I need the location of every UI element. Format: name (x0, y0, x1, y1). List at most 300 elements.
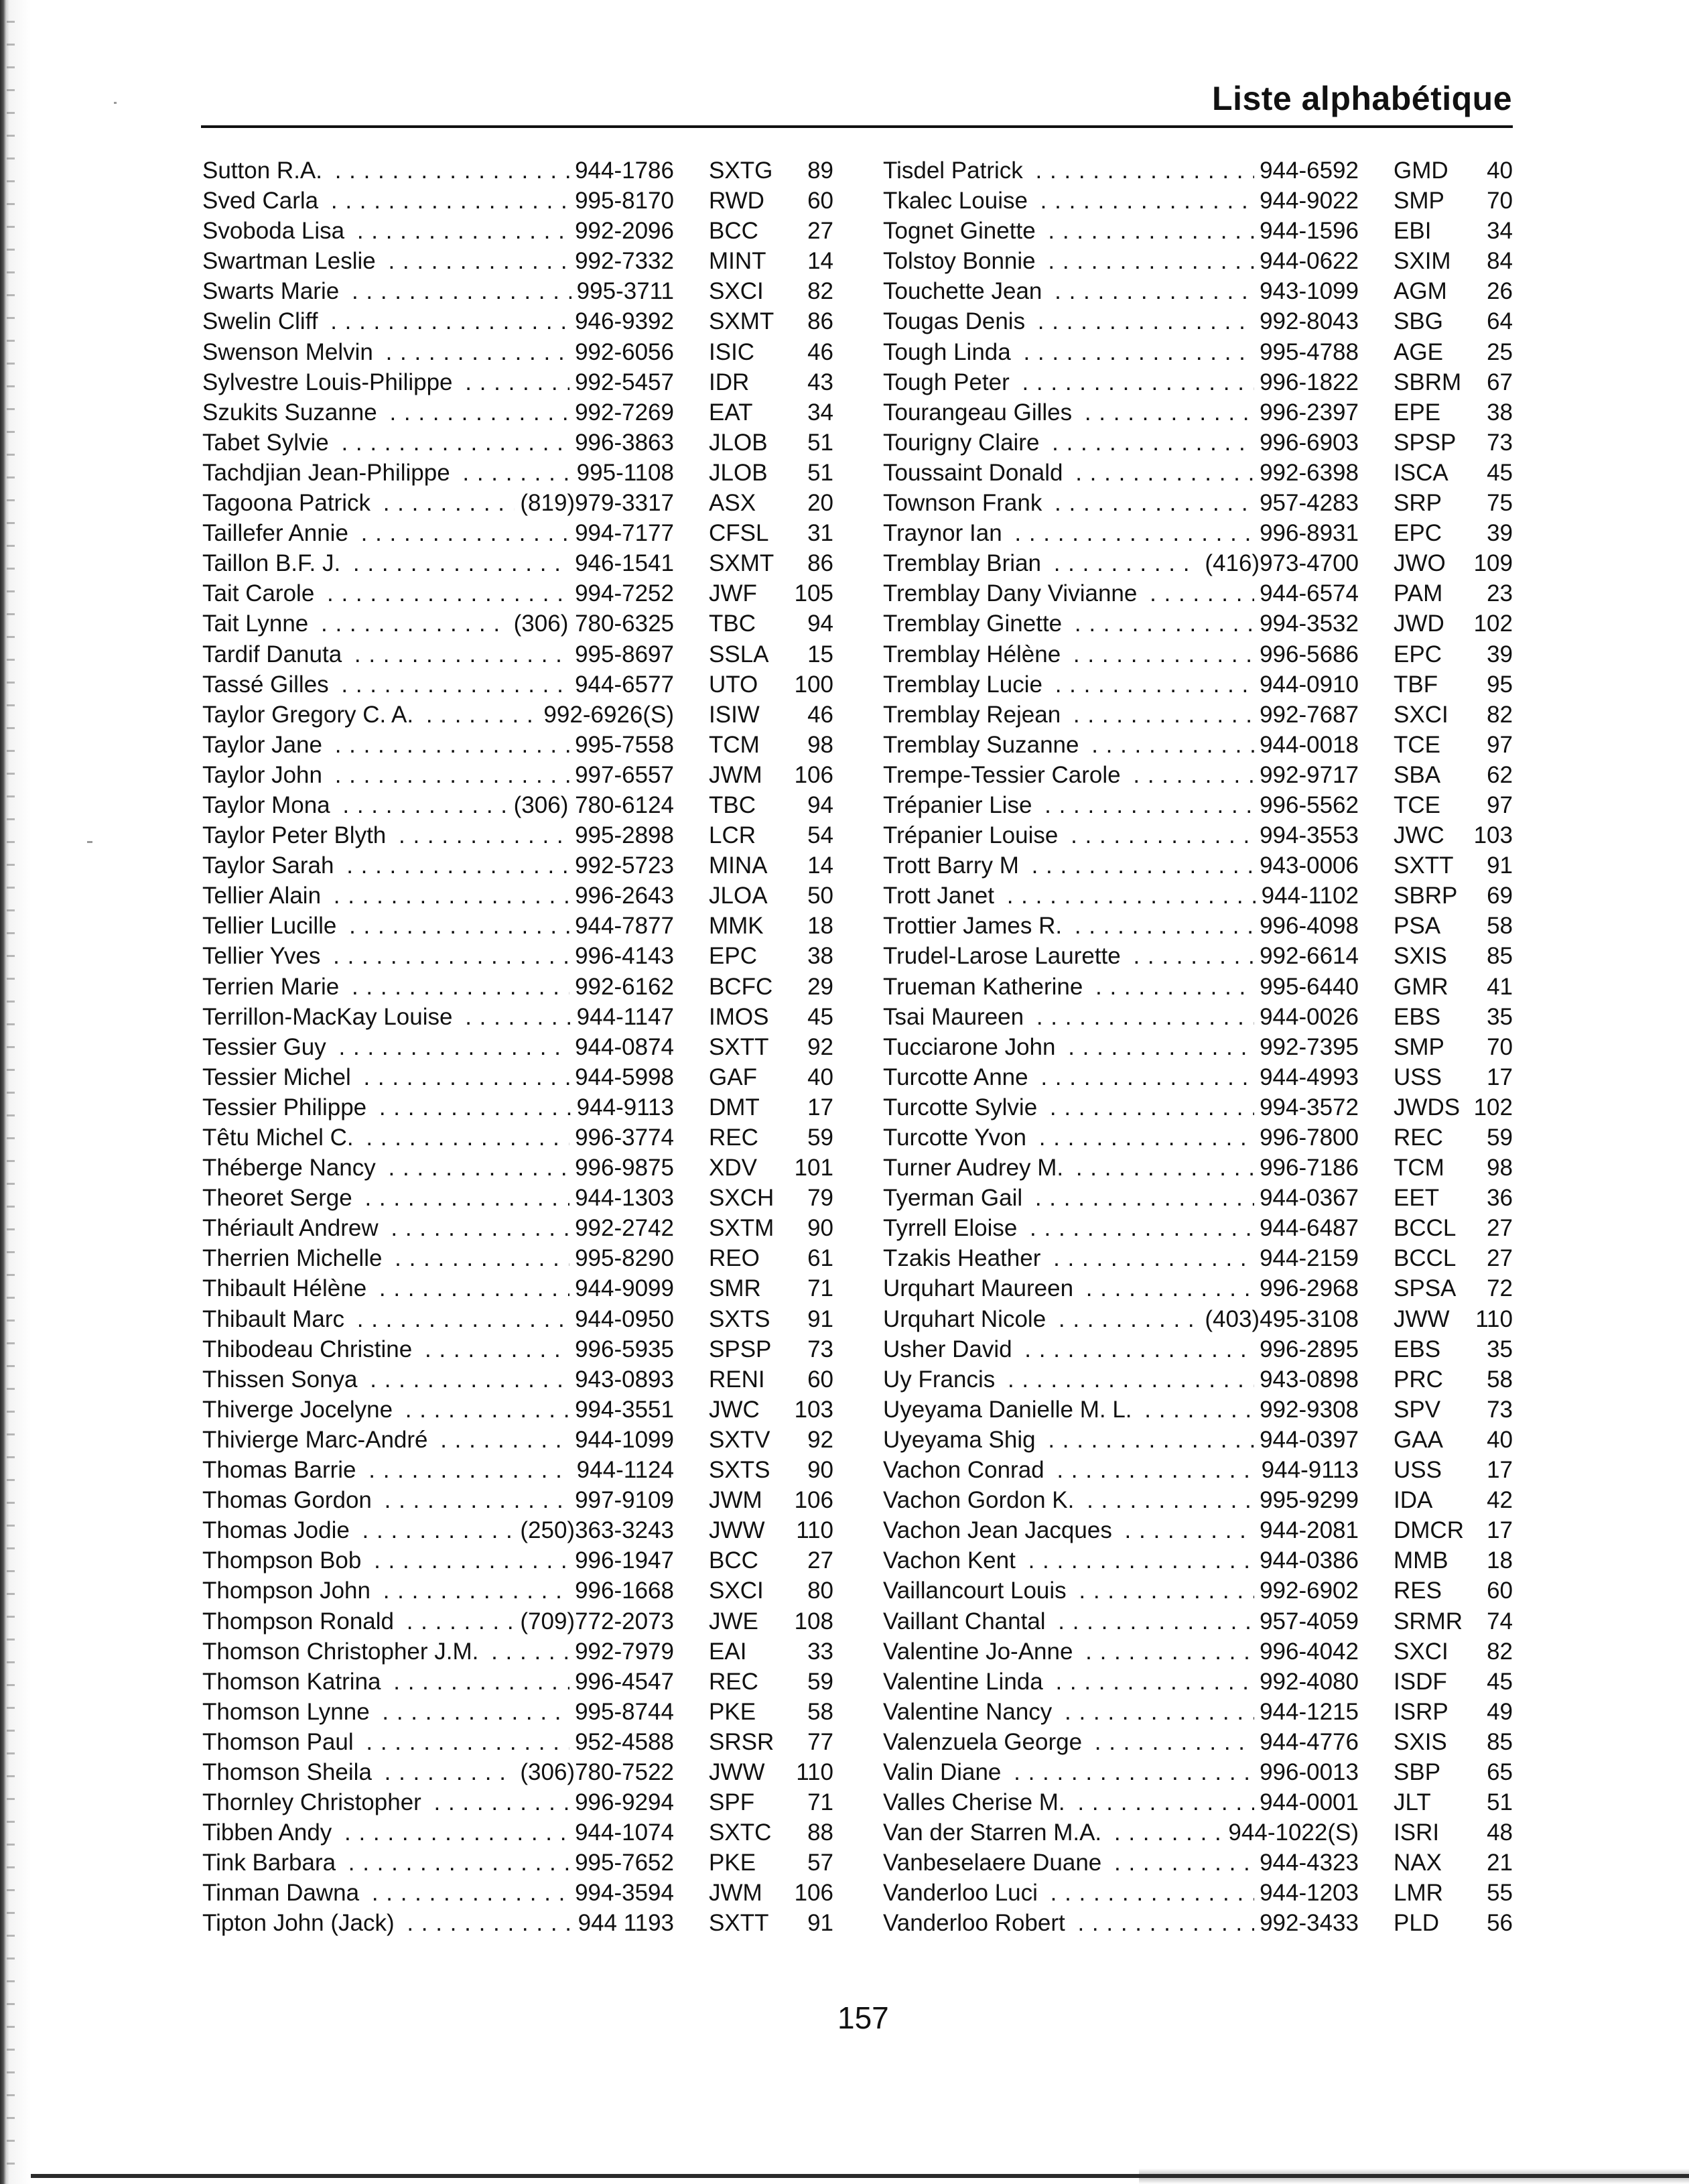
entry-leader (883, 246, 1254, 276)
entry-name: Tellier Alain (202, 883, 326, 909)
entry-name: Thomson Christopher J.M. (202, 1639, 484, 1665)
entry-number: 27 (1487, 1245, 1513, 1272)
directory-entry (883, 1515, 1513, 1545)
entry-code: JWO (1394, 550, 1446, 577)
entry-name: Tremblay Lucie (883, 671, 1048, 698)
directory-entry (202, 1878, 839, 1908)
entry-phone: 992-8043 (1254, 306, 1359, 336)
entry-name: Tucciarone John (883, 1034, 1061, 1060)
entry-name: Trépanier Louise (883, 822, 1063, 848)
entry-code: RES (1394, 1578, 1442, 1604)
entry-leader (883, 1576, 1254, 1606)
entry-number: 39 (1487, 520, 1513, 547)
entry-leader (202, 1787, 569, 1817)
entry-code: REC (709, 1668, 758, 1695)
entry-leader (883, 186, 1254, 216)
entry-code: MINT (709, 248, 766, 275)
entry-name: Swenson Melvin (202, 339, 379, 365)
entry-code: SXCI (709, 278, 764, 305)
entry-leader (883, 1667, 1254, 1697)
entry-number: 92 (807, 1033, 833, 1060)
entry-leader (883, 881, 1256, 911)
entry-leader (202, 850, 569, 881)
entry-name: Thissen Sonya (202, 1366, 363, 1393)
entry-name: Therrien Michelle (202, 1245, 387, 1271)
entry-leader (202, 1032, 569, 1062)
entry-leader (202, 458, 571, 488)
entry-phone: 944-0950 (569, 1304, 674, 1334)
entry-leader (883, 669, 1254, 700)
entry-name: Thiverge Jocelyne (202, 1397, 398, 1423)
entry-name: Usher David (883, 1336, 1018, 1362)
entry-leader (202, 639, 569, 669)
entry-code: BCCL (1394, 1215, 1457, 1242)
entry-leader (883, 1002, 1254, 1032)
entry-phone: 992-7395 (1254, 1032, 1359, 1062)
entry-code: SXIS (1394, 943, 1447, 970)
entry-leader (202, 276, 571, 306)
entry-number: 75 (1487, 490, 1513, 517)
entry-name: Trott Barry M (883, 852, 1024, 879)
entry-phone: 996-4042 (1254, 1636, 1359, 1667)
entry-name: Trépanier Lise (883, 792, 1037, 818)
entry-phone: 995-8744 (569, 1697, 674, 1727)
entry-leader (883, 1817, 1223, 1848)
entry-number: 106 (794, 1880, 833, 1907)
directory-entry (202, 155, 839, 186)
entry-number: 98 (1487, 1155, 1513, 1181)
entry-number: 91 (807, 1910, 833, 1937)
entry-phone: 992-5457 (569, 367, 674, 397)
entry-phone: 996-6903 (1254, 428, 1359, 458)
entry-number: 65 (1487, 1758, 1513, 1785)
directory-entry (202, 1092, 839, 1122)
entry-name: Tellier Lucille (202, 913, 342, 939)
entry-leader (883, 1122, 1254, 1153)
entry-phone: (403)495-3108 (1199, 1304, 1359, 1334)
entry-name: Svoboda Lisa (202, 218, 350, 244)
entry-number: 59 (807, 1125, 833, 1151)
entry-code: SXCI (1394, 701, 1448, 728)
entry-code: SRMR (1394, 1608, 1463, 1634)
entry-phone: 943-0006 (1254, 850, 1359, 881)
entry-name: Tellier Yves (202, 943, 326, 969)
entry-code: USS (1394, 1064, 1442, 1090)
entry-leader (883, 1273, 1254, 1303)
entry-code: JLOA (709, 883, 768, 909)
entry-name: Taylor Sarah (202, 852, 339, 879)
directory-entry (202, 941, 839, 971)
entry-code: SPSA (1394, 1275, 1457, 1302)
entry-code: SPV (1394, 1396, 1441, 1423)
entry-code: EAT (709, 399, 753, 426)
entry-leader (883, 518, 1254, 548)
directory-entry (202, 1848, 839, 1878)
entry-phone: 944-0397 (1254, 1425, 1359, 1455)
entry-leader (883, 1425, 1254, 1455)
directory-entry (883, 1213, 1513, 1243)
entry-code: JWW (1394, 1305, 1450, 1332)
directory-entry (883, 730, 1513, 760)
entry-leader (202, 1122, 569, 1153)
entry-leader (883, 397, 1254, 428)
entry-leader (883, 1183, 1254, 1213)
entry-phone: 995-9299 (1254, 1485, 1359, 1515)
scan-speck (87, 841, 92, 843)
directory-entry (202, 1515, 839, 1545)
entry-leader (202, 1153, 569, 1183)
entry-number: 106 (794, 1487, 833, 1514)
entry-name: Tassé Gilles (202, 671, 334, 698)
entry-name: Trudel-Larose Laurette (883, 943, 1126, 969)
entry-code: JLOB (709, 429, 768, 456)
entry-phone: 944-4776 (1254, 1727, 1359, 1757)
entry-code: JWW (709, 1517, 765, 1544)
entry-phone: 943-0893 (569, 1364, 674, 1395)
entry-code: SBG (1394, 308, 1443, 335)
entry-phone: 992-7269 (569, 397, 674, 428)
entry-name: Taillefer Annie (202, 520, 354, 546)
entry-code: ISDF (1394, 1668, 1447, 1695)
entry-name: Thompson Bob (202, 1547, 366, 1573)
entry-name: Vaillant Chantal (883, 1608, 1051, 1634)
entry-code: PLD (1394, 1910, 1440, 1937)
entry-number: 38 (1487, 399, 1513, 426)
entry-name: Uyeyama Shig (883, 1427, 1041, 1453)
directory-entry (883, 458, 1513, 488)
entry-name: Vachon Conrad (883, 1457, 1050, 1483)
entry-phone: 992-2096 (569, 216, 674, 246)
entry-phone: 957-4059 (1254, 1606, 1359, 1636)
entry-name: Tzakis Heather (883, 1245, 1046, 1271)
entry-number: 72 (1487, 1275, 1513, 1302)
entry-leader (202, 1606, 515, 1636)
entry-number: 82 (807, 278, 833, 305)
entry-leader (202, 700, 538, 730)
entry-phone: 944-1786 (569, 155, 674, 186)
entry-phone: 996-1947 (569, 1545, 674, 1576)
entry-phone: 944-1074 (569, 1817, 674, 1848)
entry-name: Szukits Suzanne (202, 399, 383, 426)
entry-phone: (819)979-3317 (515, 488, 674, 518)
entry-code: DMT (709, 1094, 760, 1120)
entry-name: Townson Frank (883, 490, 1047, 516)
entry-code: DMCR (1394, 1517, 1464, 1544)
entry-leader (202, 1908, 573, 1938)
entry-name: Tognet Ginette (883, 218, 1041, 244)
entry-phone: 992-6162 (569, 972, 674, 1002)
directory-entry (883, 1545, 1513, 1576)
directory-entry (202, 790, 839, 820)
directory-entry (883, 1425, 1513, 1455)
directory-entry (202, 488, 839, 518)
directory-entry (202, 397, 839, 428)
entry-name: Valentine Linda (883, 1669, 1049, 1695)
entry-leader (202, 608, 509, 639)
directory-entry (202, 1243, 839, 1273)
entry-number: 102 (1473, 1094, 1513, 1120)
entry-number: 40 (1487, 157, 1513, 184)
entry-number: 38 (807, 943, 833, 970)
entry-number: 43 (807, 369, 833, 395)
directory-entry (883, 246, 1513, 276)
entry-phone: 944-5998 (569, 1062, 674, 1092)
entry-phone: 995-6440 (1254, 972, 1359, 1002)
entry-number: 23 (1487, 580, 1513, 607)
entry-leader (883, 608, 1254, 639)
entry-name: Tkalec Louise (883, 188, 1033, 214)
entry-code: SXCI (709, 1578, 764, 1604)
entry-number: 95 (1487, 671, 1513, 698)
directory-entry (883, 1032, 1513, 1062)
entry-leader (202, 397, 569, 428)
entry-number: 86 (807, 550, 833, 577)
entry-leader (202, 1273, 569, 1303)
entry-code: EPE (1394, 399, 1441, 426)
directory-entry (883, 1848, 1513, 1878)
entry-name: Sylvestre Louis-Philippe (202, 369, 458, 395)
entry-name: Terrillon-MacKay Louise (202, 1004, 458, 1030)
entry-code: SXTT (709, 1033, 769, 1060)
entry-number: 58 (807, 1698, 833, 1725)
entry-name: Tessier Philippe (202, 1094, 372, 1120)
entry-leader (202, 1455, 571, 1485)
entry-phone: 995-8697 (569, 639, 674, 669)
directory-entry (883, 700, 1513, 730)
page-number: 157 (837, 2000, 889, 2035)
directory-entry (202, 246, 839, 276)
entry-leader (202, 669, 569, 700)
entry-code: TBC (709, 791, 756, 818)
entry-leader (883, 911, 1254, 941)
entry-leader (202, 186, 569, 216)
binding-stitches (7, 0, 15, 2184)
entry-number: 34 (1487, 218, 1513, 245)
entry-phone: 992-6902 (1254, 1576, 1359, 1606)
entry-number: 60 (807, 1366, 833, 1393)
entry-leader (202, 941, 569, 971)
entry-phone: 996-7800 (1254, 1122, 1359, 1153)
entry-number: 29 (807, 973, 833, 1000)
entry-code: PKE (709, 1698, 756, 1725)
entry-number: 59 (807, 1668, 833, 1695)
entry-code: TCM (709, 731, 760, 758)
directory-entry (883, 276, 1513, 306)
entry-number: 54 (807, 822, 833, 849)
entry-name: Valin Diane (883, 1759, 1006, 1785)
entry-leader (883, 1848, 1254, 1878)
entry-leader (202, 1697, 569, 1727)
entry-phone: 944-1215 (1254, 1697, 1359, 1727)
directory-entry (883, 790, 1513, 820)
entry-leader (202, 1878, 569, 1908)
directory-entry (883, 367, 1513, 397)
entry-name: Turner Audrey M. (883, 1155, 1069, 1181)
directory-entry (883, 881, 1513, 911)
entry-name: Tait Lynne (202, 611, 314, 637)
entry-number: 84 (1487, 248, 1513, 275)
entry-number: 108 (794, 1608, 833, 1634)
directory-entry (202, 1122, 839, 1153)
entry-name: Uy Francis (883, 1366, 1000, 1393)
entry-leader (883, 1727, 1254, 1757)
entry-code: SXIM (1394, 248, 1451, 275)
entry-name: Thompson Ronald (202, 1608, 399, 1634)
entry-number: 88 (807, 1819, 833, 1846)
entry-leader (883, 578, 1254, 608)
entry-phone: 992-6614 (1254, 941, 1359, 971)
directory-entry (202, 1425, 839, 1455)
entry-name: Tessier Michel (202, 1064, 356, 1090)
entry-number: 79 (807, 1185, 833, 1212)
entry-code: SXTG (709, 157, 773, 184)
entry-code: TCM (1394, 1155, 1444, 1181)
entry-code: BCCL (1394, 1245, 1457, 1272)
entry-name: Thornley Christopher (202, 1789, 427, 1815)
entry-phone: 996-9294 (569, 1787, 674, 1817)
entry-number: 48 (1487, 1819, 1513, 1846)
directory-entry (202, 1576, 839, 1606)
directory-entry (202, 1002, 839, 1032)
directory-entry (883, 1122, 1513, 1153)
entry-phone: 996-4547 (569, 1667, 674, 1697)
entry-number: 110 (796, 1758, 833, 1785)
entry-name: Thomas Barrie (202, 1457, 362, 1483)
entry-number: 102 (1473, 611, 1513, 637)
entry-number: 33 (807, 1638, 833, 1665)
directory-entry (202, 1183, 839, 1213)
entry-code: RWD (709, 188, 764, 214)
entry-leader (883, 306, 1254, 336)
directory-entry (202, 1667, 839, 1697)
entry-phone: 997-6557 (569, 760, 674, 790)
directory-entry (202, 428, 839, 458)
directory-entry (202, 730, 839, 760)
entry-leader (202, 246, 569, 276)
entry-code: JWW (709, 1758, 765, 1785)
directory-entry (883, 1062, 1513, 1092)
entry-code: SBP (1394, 1758, 1441, 1785)
entry-leader (202, 1395, 569, 1425)
entry-number: 85 (1487, 943, 1513, 970)
entry-leader (883, 850, 1254, 881)
entry-code: ISRP (1394, 1698, 1448, 1725)
entry-leader (202, 1848, 569, 1878)
entry-name: Turcotte Anne (883, 1064, 1034, 1090)
entry-number: 46 (807, 701, 833, 728)
entry-number: 36 (1487, 1185, 1513, 1212)
directory-entry (202, 820, 839, 850)
entry-code: SBRP (1394, 883, 1458, 909)
entry-number: 26 (1487, 278, 1513, 305)
entry-phone: 996-9875 (569, 1153, 674, 1183)
entry-name: Tremblay Brian (883, 550, 1046, 576)
entry-number: 51 (807, 429, 833, 456)
entry-code: SBA (1394, 761, 1441, 788)
entry-number: 74 (1487, 1608, 1513, 1634)
entry-number: 92 (807, 1426, 833, 1453)
entry-phone: 995-7558 (569, 730, 674, 760)
entry-number: 89 (807, 157, 833, 184)
entry-name: Tremblay Hélène (883, 641, 1066, 667)
entry-leader (883, 760, 1254, 790)
entry-leader (883, 367, 1254, 397)
entry-leader (883, 458, 1254, 488)
entry-phone: 996-3774 (569, 1122, 674, 1153)
directory-entry (883, 1273, 1513, 1303)
entry-phone: 995-1108 (571, 458, 674, 488)
entry-number: 77 (807, 1728, 833, 1755)
entry-code: LMR (1394, 1880, 1443, 1907)
directory-entry (202, 1364, 839, 1395)
entry-code: EPC (1394, 520, 1442, 547)
entry-phone: 996-2895 (1254, 1334, 1359, 1364)
entry-number: 71 (807, 1275, 833, 1302)
entry-leader (202, 1183, 569, 1213)
directory-entry (883, 1606, 1513, 1636)
entry-number: 58 (1487, 1366, 1513, 1393)
entry-name: Trueman Katherine (883, 974, 1088, 1000)
entry-code: IDA (1394, 1487, 1433, 1514)
directory-entry (883, 1304, 1513, 1334)
directory-entry (202, 1395, 839, 1425)
entry-code: AGE (1394, 338, 1443, 365)
entry-number: 109 (1473, 550, 1513, 577)
entry-leader (202, 881, 569, 911)
entry-name: Tremblay Dany Vivianne (883, 580, 1142, 606)
entry-name: Tinman Dawna (202, 1880, 364, 1906)
entry-code: SPSP (709, 1336, 772, 1362)
entry-number: 17 (1487, 1517, 1513, 1544)
entry-phone: 997-9109 (569, 1485, 674, 1515)
entry-leader (202, 972, 569, 1002)
directory-entry (202, 1697, 839, 1727)
entry-phone: 994-3532 (1254, 608, 1359, 639)
directory-entry (883, 1485, 1513, 1515)
entry-code: JWE (709, 1608, 758, 1634)
entry-phone: 992-6926(S) (538, 700, 674, 730)
entry-phone: 957-4283 (1254, 488, 1359, 518)
entry-phone: (306)780-7522 (515, 1757, 674, 1787)
entry-phone: 994-3572 (1254, 1092, 1359, 1122)
entry-leader (202, 1425, 569, 1455)
entry-phone: 944-7877 (569, 911, 674, 941)
entry-name: Swarts Marie (202, 278, 344, 304)
directory-entry (202, 1606, 839, 1636)
entry-leader (883, 1757, 1254, 1787)
entry-leader (883, 1395, 1254, 1425)
entry-leader (202, 367, 569, 397)
entry-phone: 944-6592 (1254, 155, 1359, 186)
entry-phone: 996-5935 (569, 1334, 674, 1364)
directory-entry (883, 1092, 1513, 1122)
entry-name: Vaillancourt Louis (883, 1578, 1072, 1604)
entry-phone: 992-5723 (569, 850, 674, 881)
entry-name: Taylor Gregory C. A. (202, 702, 419, 728)
entry-leader (202, 1636, 569, 1667)
entry-number: 73 (1487, 429, 1513, 456)
directory-entry (202, 639, 839, 669)
entry-leader (202, 578, 569, 608)
entry-phone: 996-1822 (1254, 367, 1359, 397)
entry-leader (202, 1817, 569, 1848)
entry-leader (883, 428, 1254, 458)
entry-leader (883, 1334, 1254, 1364)
entry-phone: 944-4323 (1254, 1848, 1359, 1878)
directory-entry (202, 1545, 839, 1576)
directory-entry (883, 1817, 1513, 1848)
entry-code: PRC (1394, 1366, 1443, 1393)
